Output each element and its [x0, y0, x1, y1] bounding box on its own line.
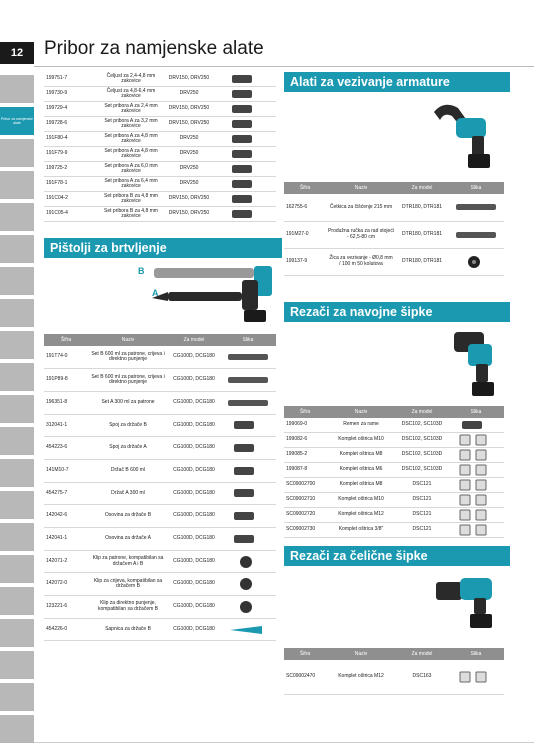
cell-model: CG100D, DCG180: [168, 369, 220, 392]
table-row: [284, 478, 504, 493]
table-row: [44, 72, 276, 87]
cell-model: CG100D, DCG180: [168, 414, 220, 437]
product-image: [448, 221, 504, 248]
col-image: Slika: [448, 648, 504, 660]
table-row: [44, 87, 276, 102]
cell-name: Sapnica za držače B: [88, 618, 168, 641]
cell-model: CG100D, DCG180: [168, 391, 220, 414]
cell-name: Remen za rame: [326, 418, 396, 433]
threaded-rod-cutter-image: [448, 326, 504, 400]
cell-name: Držač A 300 ml: [88, 482, 168, 505]
product-image: [448, 418, 504, 433]
col-name: Naziv: [326, 406, 396, 418]
sidebar-tab: [0, 331, 34, 359]
table-row: [44, 369, 276, 392]
cell-model: DRV250: [162, 162, 216, 177]
cell-code: 191P89-8: [44, 369, 88, 392]
cell-name: Produžna ručka za rad stojeći - 62,5-80 cm: [326, 221, 396, 248]
product-image: [448, 478, 504, 493]
sidebar-tab: [0, 459, 34, 487]
cell-code: 199087-8: [284, 463, 326, 478]
cell-code: 454275-7: [44, 482, 88, 505]
product-image: [220, 505, 276, 528]
cell-code: 199082-6: [284, 433, 326, 448]
table-row: [44, 117, 276, 132]
sidebar-tab: [0, 619, 34, 647]
sidebar-tab: [0, 235, 34, 263]
col-image: Slika: [220, 334, 276, 346]
product-image: [216, 207, 276, 222]
col-code: Šifra: [284, 182, 326, 194]
cell-code: 191F79-9: [44, 147, 100, 162]
title-divider: [34, 66, 534, 67]
cell-model: DRV150, DRV250: [162, 207, 216, 222]
threaded-rod-accessories-table: [284, 406, 504, 538]
cell-code: SC09002720: [284, 508, 326, 523]
cell-model: DSC121: [396, 523, 448, 538]
cell-name: Čeljust za 2,4-4,8 mm zakovice: [100, 72, 162, 87]
cell-model: DSC121: [396, 508, 448, 523]
table-row: [284, 523, 504, 538]
sidebar-tab: [0, 491, 34, 519]
rebar-tier-image: [424, 96, 504, 176]
cell-name: Klip za direktno punjenje, kompatibilan sa držačem B: [88, 596, 168, 619]
cell-name: Set pribora A za 3,2 mm zakovice: [100, 117, 162, 132]
cell-code: 199069-0: [284, 418, 326, 433]
cell-name: Osovina za držače A: [88, 528, 168, 551]
cell-name: Spoj za držače A: [88, 437, 168, 460]
rivet-accessories-table: [44, 72, 276, 222]
sealant-accessories-table: [44, 334, 276, 641]
table-row: [284, 463, 504, 478]
cell-code: 142071-2: [44, 550, 88, 573]
cell-code: 191F80-4: [44, 132, 100, 147]
cell-name: Komplet oštrica M10: [326, 433, 396, 448]
cell-name: Klip za crijeva, kompatibilan sa držačem B: [88, 573, 168, 596]
cell-name: Spoj za držače B: [88, 414, 168, 437]
cell-model: DRV250: [162, 132, 216, 147]
cell-model: DRV150, DRV250: [162, 102, 216, 117]
table-row: [44, 528, 276, 551]
table-row: [44, 618, 276, 641]
cell-model: CG100D, DCG180: [168, 528, 220, 551]
table-row: [284, 433, 504, 448]
table-row: [44, 550, 276, 573]
cell-model: DRV250: [162, 177, 216, 192]
cell-name: Komplet oštrica M6: [326, 463, 396, 478]
cell-model: DSC163: [396, 660, 448, 694]
sidebar-tab: [0, 203, 34, 231]
product-image: [220, 391, 276, 414]
cell-name: Set pribora B za 4,8 mm zakovice: [100, 192, 162, 207]
table-row: [44, 346, 276, 369]
sidebar-tab: [0, 683, 34, 711]
table-row: [284, 194, 504, 221]
table-row: [44, 596, 276, 619]
steel-rod-cutter-image: [432, 572, 504, 632]
col-code: Šifra: [284, 648, 326, 660]
cell-name: Set pribora A za 2,4 mm zakovice: [100, 102, 162, 117]
product-image: [448, 660, 504, 694]
product-image: [220, 414, 276, 437]
cell-name: Set pribora A za 6,4 mm zakovice: [100, 177, 162, 192]
cell-model: CG100D, DCG180: [168, 550, 220, 573]
col-name: Naziv: [88, 334, 168, 346]
product-image: [216, 162, 276, 177]
product-image: [220, 437, 276, 460]
table-row: [44, 414, 276, 437]
cell-model: DRV250: [162, 87, 216, 102]
table-row: [44, 192, 276, 207]
cell-code: 199725-2: [44, 162, 100, 177]
steel-rod-accessories-table: [284, 648, 504, 695]
col-model: Za model: [396, 182, 448, 194]
page-title: Pribor za namjenske alate: [44, 38, 264, 59]
cell-name: Četkica za čišćenje 215 mm: [326, 194, 396, 221]
cell-name: Čeljust za 4,8-6,4 mm zakovice: [100, 87, 162, 102]
cell-code: 454223-6: [44, 437, 88, 460]
product-image: [448, 194, 504, 221]
table-row: [284, 508, 504, 523]
cell-model: CG100D, DCG180: [168, 573, 220, 596]
sidebar-tab: [0, 363, 34, 391]
table-row: [44, 482, 276, 505]
cell-code: 199730-9: [44, 87, 100, 102]
col-name: Naziv: [326, 648, 396, 660]
product-image: [220, 618, 276, 641]
cell-model: CG100D, DCG180: [168, 346, 220, 369]
cell-model: CG100D, DCG180: [168, 505, 220, 528]
sidebar-tab: [0, 427, 34, 455]
product-image: [216, 177, 276, 192]
cell-model: DRV150, DRV250: [162, 117, 216, 132]
cell-code: 199085-2: [284, 448, 326, 463]
cell-name: Set A 300 ml za patrone: [88, 391, 168, 414]
cell-code: 191M27-0: [284, 221, 326, 248]
cell-name: Komplet oštrica 3/8": [326, 523, 396, 538]
table-row: [44, 132, 276, 147]
col-name: Naziv: [326, 182, 396, 194]
cell-model: DTR180, DTR181: [396, 194, 448, 221]
product-image: [220, 369, 276, 392]
sidebar-tab: [0, 139, 34, 167]
cell-name: Komplet oštrica M8: [326, 448, 396, 463]
sidebar-tab: [0, 299, 34, 327]
cell-name: Set pribora B za 4,8 mm zakovice: [100, 207, 162, 222]
sidebar-tab: [0, 75, 34, 103]
product-image: [216, 117, 276, 132]
col-code: Šifra: [284, 406, 326, 418]
cell-model: DSC121: [396, 478, 448, 493]
table-row: [284, 248, 504, 275]
table-row: [44, 102, 276, 117]
sidebar-tab: [0, 715, 34, 743]
product-image: [448, 508, 504, 523]
product-image: [220, 482, 276, 505]
bottom-divider: [34, 742, 534, 743]
cell-name: Set pribora A za 4,8 mm zakovice: [100, 132, 162, 147]
cell-code: SC09002710: [284, 493, 326, 508]
cell-code: 123221-6: [44, 596, 88, 619]
cell-code: 199728-6: [44, 117, 100, 132]
col-code: Šifra: [44, 334, 88, 346]
sidebar-tab: [0, 171, 34, 199]
cell-model: CG100D, DCG180: [168, 437, 220, 460]
sidebar-tab: [0, 395, 34, 423]
cell-code: 191F78-1: [44, 177, 100, 192]
cell-model: DSC121: [396, 493, 448, 508]
product-image: [216, 87, 276, 102]
product-image: [220, 459, 276, 482]
cell-model: CG100D, DCG180: [168, 596, 220, 619]
cell-model: DRV250: [162, 147, 216, 162]
sealant-gun-image: [146, 262, 276, 326]
col-model: Za model: [396, 406, 448, 418]
cell-code: 162755-6: [284, 194, 326, 221]
sealant-guns-section-header: Pištolji za brtvljenje: [44, 238, 282, 258]
sidebar-tab: [0, 523, 34, 551]
table-row: [44, 162, 276, 177]
product-image: [216, 72, 276, 87]
cell-name: Komplet oštrica M10: [326, 493, 396, 508]
cell-name: Set B 600 ml za patrone, crijeva i direktno punjenje: [88, 346, 168, 369]
product-image: [216, 132, 276, 147]
col-image: Slika: [448, 406, 504, 418]
page-number: 12: [0, 42, 34, 64]
callout-a: A: [152, 288, 159, 298]
cell-model: CG100D, DCG180: [168, 482, 220, 505]
cell-code: SC09002470: [284, 660, 326, 694]
table-row: [284, 493, 504, 508]
cell-name: Komplet oštrica M8: [326, 478, 396, 493]
product-image: [220, 346, 276, 369]
sidebar-tab: [0, 555, 34, 583]
cell-name: Komplet oštrica M12: [326, 660, 396, 694]
table-row: [44, 391, 276, 414]
cell-code: 199729-4: [44, 102, 100, 117]
cell-name: Set B 600 ml za patrone, crijeva i direktno punjenje: [88, 369, 168, 392]
col-model: Za model: [168, 334, 220, 346]
callout-b: B: [138, 266, 145, 276]
table-row: [44, 505, 276, 528]
product-image: [448, 493, 504, 508]
cell-code: 142041-1: [44, 528, 88, 551]
cell-model: DRV150, DRV250: [162, 72, 216, 87]
cell-code: 199751-7: [44, 72, 100, 87]
cell-model: DSC102, SC103D: [396, 418, 448, 433]
cell-code: 454226-0: [44, 618, 88, 641]
cell-code: SC09002700: [284, 478, 326, 493]
sidebar-tab: [0, 587, 34, 615]
cell-model: DTR180, DTR181: [396, 221, 448, 248]
steel-rod-cutters-section-header: Rezači za čelične šipke: [284, 546, 510, 566]
cell-code: 191C05-4: [44, 207, 100, 222]
cell-model: CG100D, DCG180: [168, 459, 220, 482]
table-row: [44, 177, 276, 192]
cell-name: Osovina za držače B: [88, 505, 168, 528]
table-row: [44, 207, 276, 222]
product-image: [220, 550, 276, 573]
cell-model: DRV150, DRV250: [162, 192, 216, 207]
cell-code: 196351-8: [44, 391, 88, 414]
sidebar-tabs: [0, 75, 34, 747]
cell-code: 141M10-7: [44, 459, 88, 482]
product-image: [448, 433, 504, 448]
product-image: [220, 596, 276, 619]
product-image: [216, 102, 276, 117]
table-row: [284, 418, 504, 433]
cell-code: 142072-0: [44, 573, 88, 596]
product-image: [220, 528, 276, 551]
table-row: [284, 660, 504, 694]
cell-name: Držač B 600 ml: [88, 459, 168, 482]
table-row: [44, 573, 276, 596]
cell-code: 191T74-0: [44, 346, 88, 369]
cell-code: 142042-6: [44, 505, 88, 528]
cell-name: Set pribora A za 4,8 mm zakovice: [100, 147, 162, 162]
sidebar-tab: [0, 267, 34, 295]
col-model: Za model: [396, 648, 448, 660]
product-image: [220, 573, 276, 596]
rebar-tying-section-header: Alati za vezivanje armature: [284, 72, 510, 92]
table-row: [284, 221, 504, 248]
table-row: [284, 448, 504, 463]
table-row: [44, 459, 276, 482]
cell-name: Komplet oštrica M12: [326, 508, 396, 523]
cell-code: 312041-1: [44, 414, 88, 437]
cell-model: DSC102, SC103D: [396, 448, 448, 463]
cell-model: DSC102, SC103D: [396, 463, 448, 478]
cell-name: Žica za vezivanje - Ø0,8 mm / 100 m 50 kolutova: [326, 248, 396, 275]
table-row: [44, 147, 276, 162]
table-row: [44, 437, 276, 460]
cell-code: 199137-9: [284, 248, 326, 275]
cell-name: Set pribora A za 6,0 mm zakovice: [100, 162, 162, 177]
product-image: [448, 463, 504, 478]
threaded-rod-cutters-section-header: Rezači za navojne šipke: [284, 302, 510, 322]
rebar-tying-accessories-table: [284, 182, 504, 276]
cell-model: DTR180, DTR181: [396, 248, 448, 275]
cell-code: 191C04-2: [44, 192, 100, 207]
cell-model: CG100D, DCG180: [168, 618, 220, 641]
sidebar-tab: [0, 651, 34, 679]
sidebar-tab: Pribor za namjenske alate: [0, 107, 34, 135]
cell-code: SC09002730: [284, 523, 326, 538]
product-image: [216, 192, 276, 207]
product-image: [216, 147, 276, 162]
cell-model: DSC102, SC103D: [396, 433, 448, 448]
product-image: [448, 248, 504, 275]
col-image: Slika: [448, 182, 504, 194]
product-image: [448, 448, 504, 463]
product-image: [448, 523, 504, 538]
cell-name: Klip za patrone, kompatibilan sa držačem A i B: [88, 550, 168, 573]
